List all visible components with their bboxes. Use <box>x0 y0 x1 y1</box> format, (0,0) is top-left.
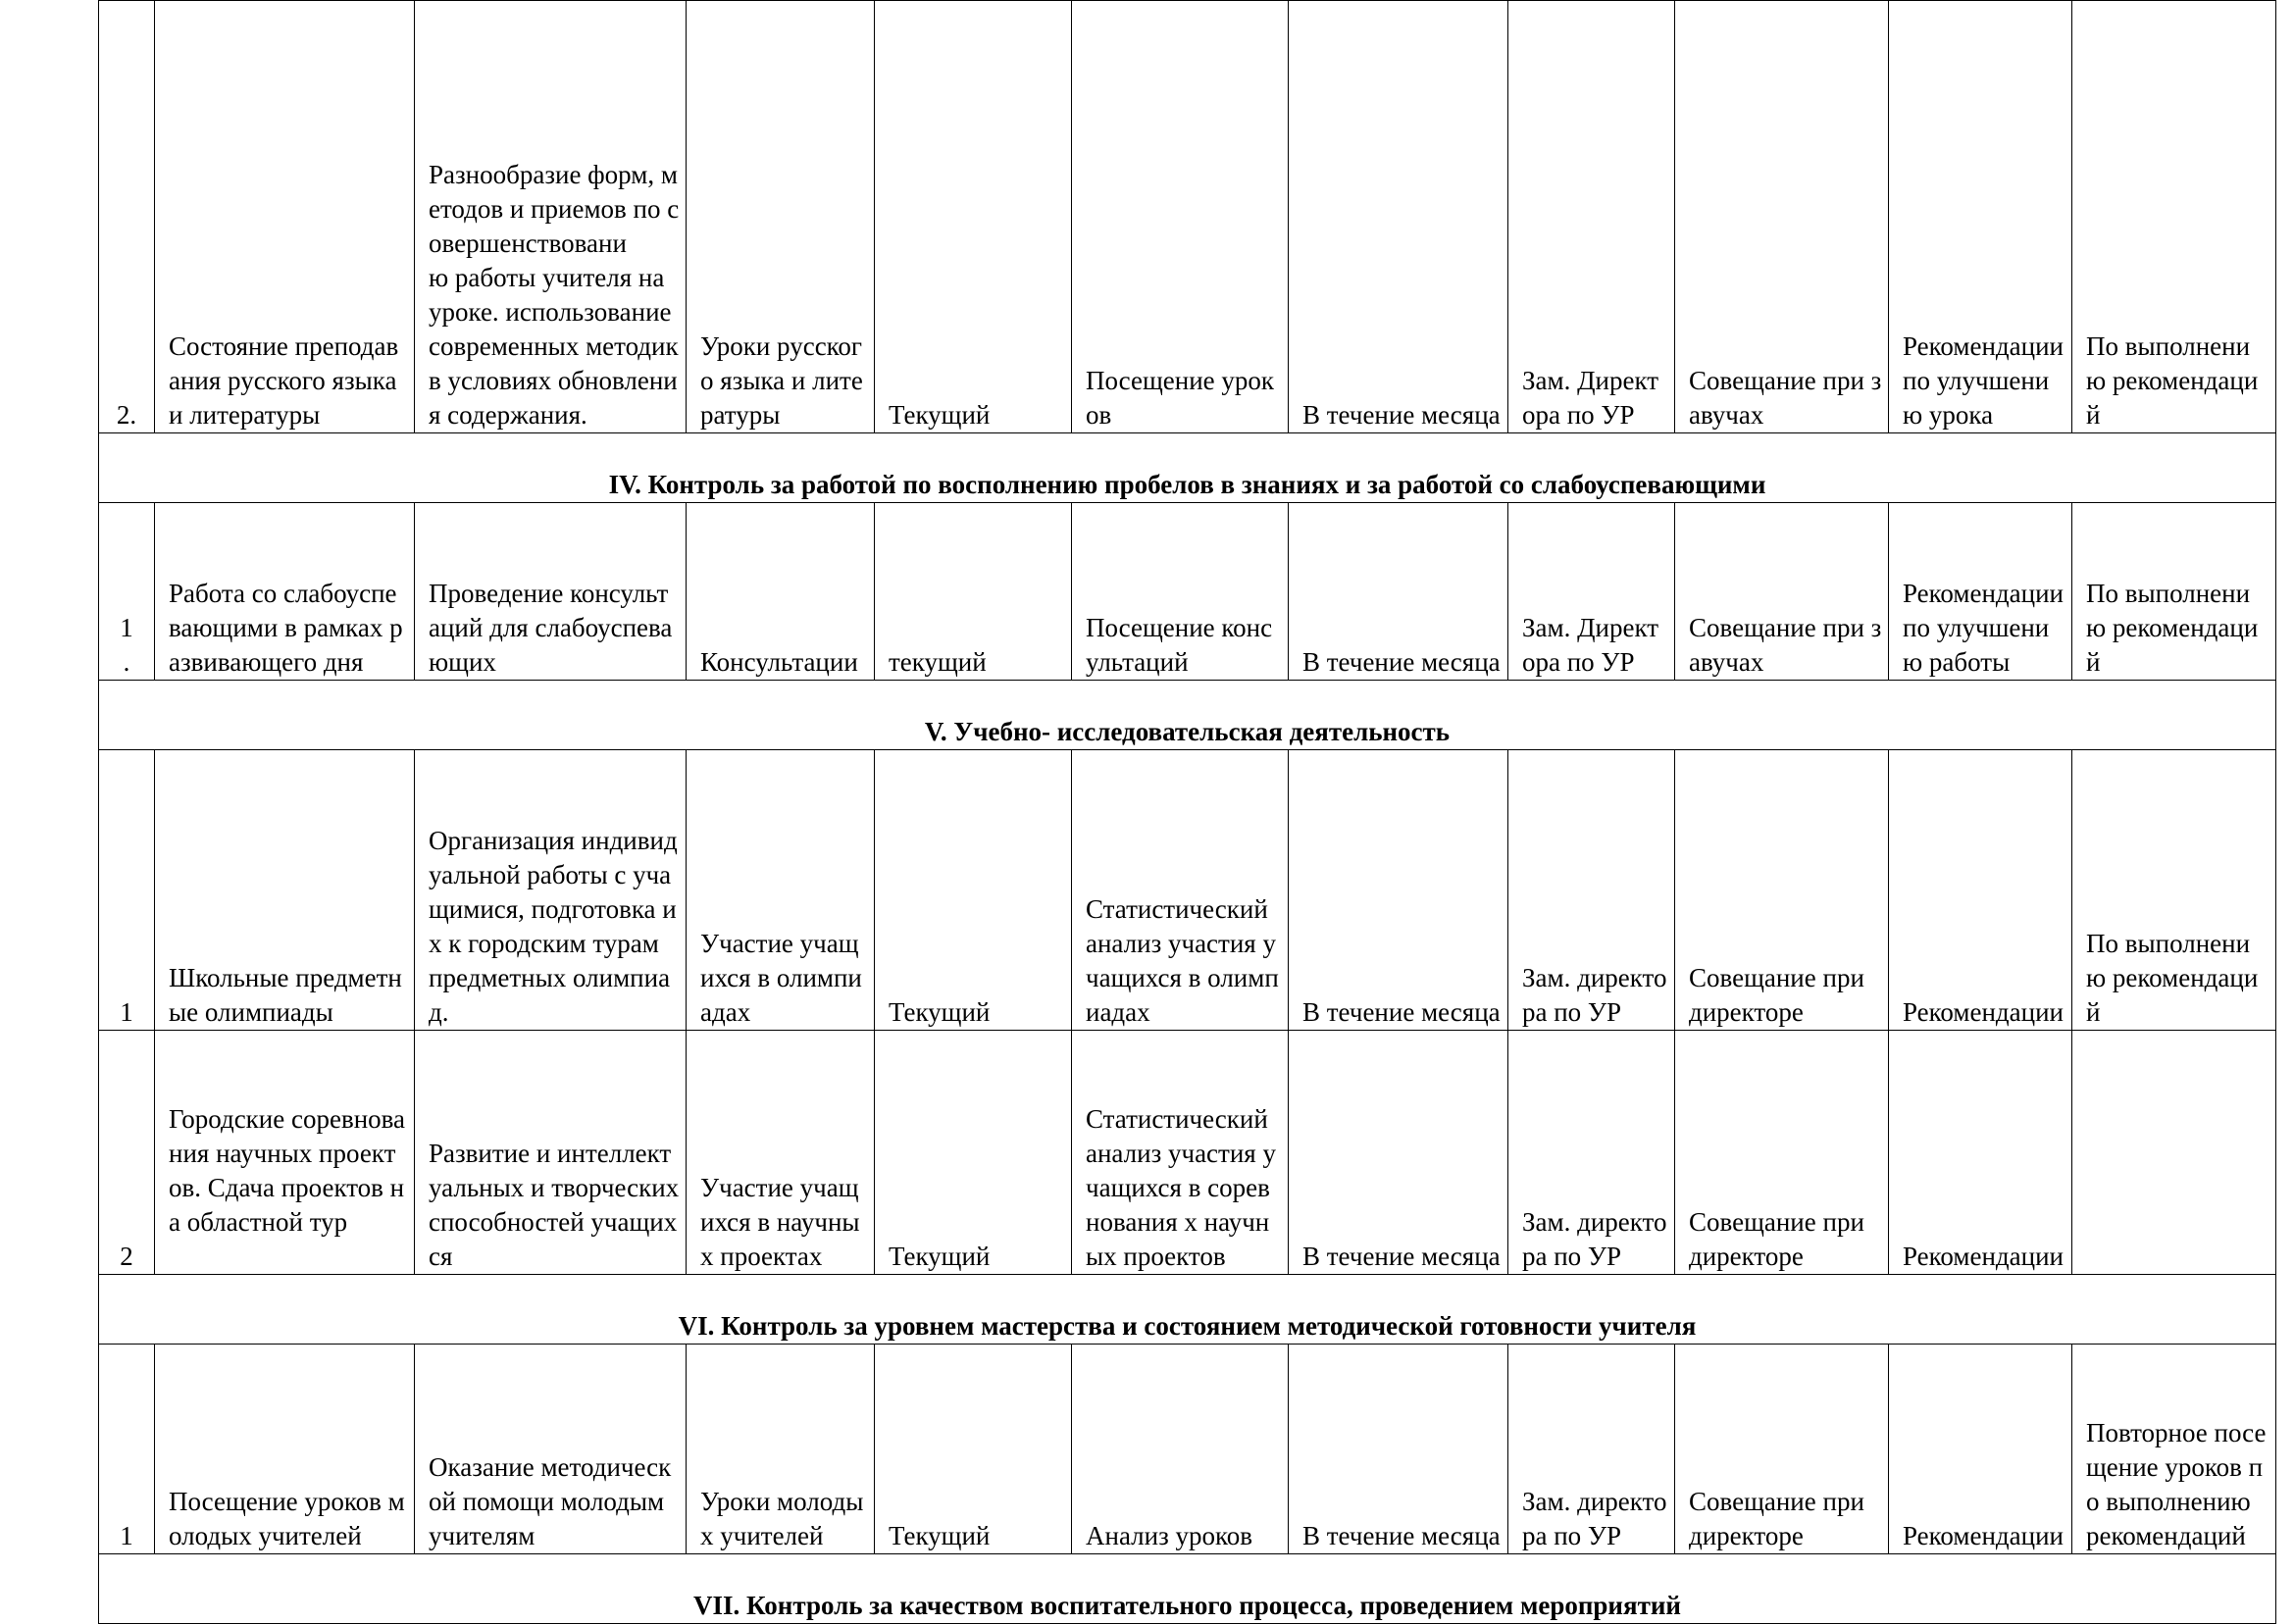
control-plan-table <box>98 0 2276 1624</box>
control-responsible: Зам. директора по УР <box>1508 1345 1675 1554</box>
control-object: Участие учащихся в олимпиадах <box>687 750 875 1031</box>
control-method: Посещение консультаций <box>1072 503 1289 681</box>
section-heading: VII. Контроль за качеством воспитательного процесса, проведением мероприятий <box>99 1554 2276 1624</box>
section-heading: VI. Контроль за уровнем мастерства и состоянием методической готовности учителя <box>99 1275 2276 1345</box>
control-review-place: Совещание при завучах <box>1675 1 1889 433</box>
control-review-place: Совещание при директоре <box>1675 1345 1889 1554</box>
control-subject: Городские соревнования научных проектов. Сдача проектов на областной тур <box>155 1031 415 1275</box>
control-subject: Работа со слабоуспевающими в рамках развивающего дня <box>155 503 415 681</box>
row-number: 1 <box>99 750 155 1031</box>
control-subject: Посещение уроков молодых учителей <box>155 1345 415 1554</box>
control-method: Анализ уроков <box>1072 1345 1289 1554</box>
section-row <box>99 1554 2276 1624</box>
row-number: 2 <box>99 1031 155 1275</box>
section-row <box>99 1275 2276 1345</box>
table-row <box>99 750 2276 1031</box>
row-number: 1 <box>99 1345 155 1554</box>
section-row <box>99 433 2276 503</box>
table-row <box>99 1031 2276 1275</box>
control-result: Рекомендации <box>1889 1345 2072 1554</box>
control-result: Рекомендации <box>1889 750 2072 1031</box>
control-review-place: Совещание при директоре <box>1675 750 1889 1031</box>
control-object: Уроки молодых учителей <box>687 1345 875 1554</box>
control-method: Статистический анализ участия учащихся в олимпиадах <box>1072 750 1289 1031</box>
control-responsible: Зам. директора по УР <box>1508 1031 1675 1275</box>
control-subject: Состояние преподавания русского языка и литературы <box>155 1 415 433</box>
control-period: В течение месяца <box>1289 750 1508 1031</box>
control-type: Текущий <box>875 750 1072 1031</box>
control-period: В течение месяца <box>1289 1031 1508 1275</box>
control-method: Статистический анализ участия учащихся в соревнования х научных проектов <box>1072 1031 1289 1275</box>
control-decision: Повторное посещение уроков по выполнению рекомендаций <box>2072 1345 2276 1554</box>
control-decision: По выполнению рекомендаций <box>2072 503 2276 681</box>
control-goal: Проведение консультаций для слабоуспевающих <box>415 503 687 681</box>
table-row <box>99 503 2276 681</box>
control-type: Текущий <box>875 1345 1072 1554</box>
section-heading: IV. Контроль за работой по восполнению пробелов в знаниях и за работой со слабоуспевающими <box>99 433 2276 503</box>
control-result: Рекомендации <box>1889 1031 2072 1275</box>
control-type: текущий <box>875 503 1072 681</box>
control-object: Уроки русского языка и литературы <box>687 1 875 433</box>
control-review-place: Совещание при директоре <box>1675 1031 1889 1275</box>
section-row <box>99 681 2276 750</box>
control-result: Рекомендации по улучшению урока <box>1889 1 2072 433</box>
control-period: В течение месяца <box>1289 503 1508 681</box>
control-period: В течение месяца <box>1289 1 1508 433</box>
control-decision: По выполнению рекомендаций <box>2072 750 2276 1031</box>
control-result: Рекомендации по улучшению работы <box>1889 503 2072 681</box>
control-review-place: Совещание при завучах <box>1675 503 1889 681</box>
table-row <box>99 1345 2276 1554</box>
control-decision <box>2072 1031 2276 1275</box>
table-row <box>99 1 2276 433</box>
control-decision: По выполнению рекомендаций <box>2072 1 2276 433</box>
row-number: 1 . <box>99 503 155 681</box>
control-period: В течение месяца <box>1289 1345 1508 1554</box>
control-responsible: Зам. директора по УР <box>1508 750 1675 1031</box>
control-type: Текущий <box>875 1031 1072 1275</box>
section-heading: V. Учебно- исследовательская деятельность <box>99 681 2276 750</box>
control-goal: Организация индивидуальной работы с учащимися, подготовка их к городским турам предметных олимпиад. <box>415 750 687 1031</box>
control-goal: Оказание методической помощи молодым учителям <box>415 1345 687 1554</box>
control-responsible: Зам. Директора по УР <box>1508 503 1675 681</box>
control-object: Участие учащихся в научных проектах <box>687 1031 875 1275</box>
control-subject: Школьные предметные олимпиады <box>155 750 415 1031</box>
control-type: Текущий <box>875 1 1072 433</box>
control-method: Посещение уроков <box>1072 1 1289 433</box>
control-object: Консультации <box>687 503 875 681</box>
control-goal: Разнообразие форм, методов и приемов по совершенствовани ю работы учителя на уроке. использование современных методик в условиях обновления содержания. <box>415 1 687 433</box>
control-responsible: Зам. Директора по УР <box>1508 1 1675 433</box>
row-number: 2. <box>99 1 155 433</box>
control-goal: Развитие и интеллектуальных и творческих способностей учащихся <box>415 1031 687 1275</box>
